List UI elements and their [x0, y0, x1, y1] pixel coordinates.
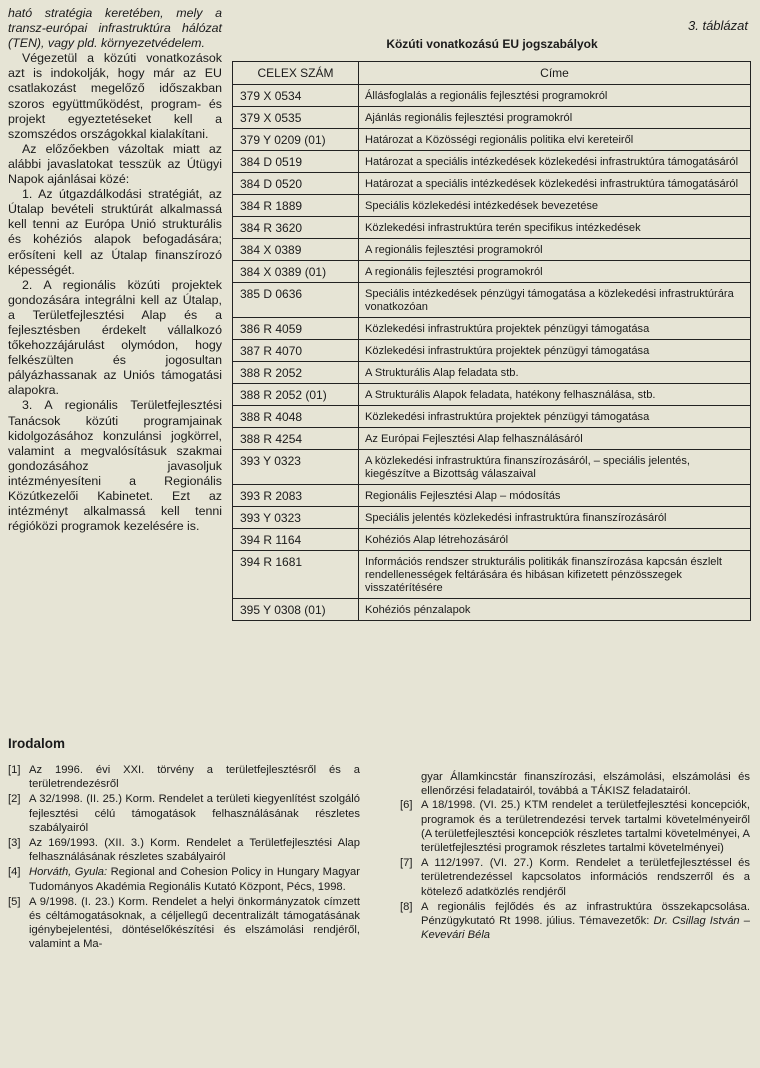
table-row [233, 507, 751, 529]
reference-item [400, 900, 750, 943]
reference-rest: A regionális fejlődés és az infrastruktúra összekapcsolása. Pénzügykutató Rt 1998. július. Témavezetők: [421, 900, 750, 928]
regulation-title-cell: Közlekedési infrastruktúra projektek pénzügyi támogatása [359, 318, 751, 340]
table-row [233, 129, 751, 151]
celex-number-cell: 385 D 0636 [233, 283, 359, 318]
celex-number-cell: 379 X 0534 [233, 85, 359, 107]
reference-author: Horváth, Gyula: [29, 866, 108, 879]
regulation-title-cell: Az Európai Fejlesztési Alap felhasználásáról [359, 428, 751, 450]
reference-number: [8] [400, 900, 413, 913]
celex-number-cell: 384 X 0389 (01) [233, 261, 359, 283]
table-row [233, 362, 751, 384]
regulation-title-cell: Regionális Fejlesztési Alap – módosítás [359, 485, 751, 507]
column-header-celex: CELEX SZÁM [233, 62, 359, 85]
regulation-title-cell: Állásfoglalás a regionális fejlesztési programokról [359, 85, 751, 107]
celex-number-cell: 387 R 4070 [233, 340, 359, 362]
table-row [233, 217, 751, 239]
paragraph-3: 1. Az útgazdálkodási stratégiát, az Útalap bevételi struktúrát alkalmassá kell tenni az Európa Unió strukturális és kohéziós alapok befogadására; erősíteni kell az Útalap finanszírozó képességét. [8, 187, 222, 277]
celex-number-cell: 384 R 3620 [233, 217, 359, 239]
paragraph-2: Az előzőekben vázoltak miatt az alábbi javaslatokat tesszük az Útügyi Napok ajánlásai közé: [8, 141, 222, 187]
regulation-title-cell: Közlekedési infrastruktúra terén specifikus intézkedések [359, 217, 751, 239]
reference-number: [6] [400, 799, 413, 812]
reference-item [8, 895, 360, 952]
references-heading: Irodalom [8, 736, 66, 751]
celex-number-cell: 394 R 1681 [233, 551, 359, 599]
table-row [233, 529, 751, 551]
table-row [233, 239, 751, 261]
regulation-title-cell: Speciális közlekedési intézkedések bevezetése [359, 195, 751, 217]
table-title: Közúti vonatkozású EU jogszabályok [386, 37, 598, 51]
regulation-title-cell: A közlekedési infrastruktúra finanszírozásáról, – speciális jelentés, kiegészítve a Bizottság válaszaival [359, 450, 751, 485]
reference-text: A 112/1997. (VI. 27.) Korm. Rendelet a területfejlesztéssel és területrendezéssel kapcsolatos információs rendszerről és a kötelező adatközlés rendjéről [421, 857, 750, 898]
table-row [233, 599, 751, 621]
celex-number-cell: 395 Y 0308 (01) [233, 599, 359, 621]
regulation-title-cell: Közlekedési infrastruktúra projektek pénzügyi támogatása [359, 340, 751, 362]
reference-item [8, 763, 360, 791]
table-row [233, 340, 751, 362]
celex-number-cell: 388 R 4254 [233, 428, 359, 450]
reference-continuation: gyar Államkincstár finanszírozási, elszámolási, elszámolási és ellenőrzési feladatairól, továbbá a TÁKISZ feladatairól. [421, 771, 750, 798]
reference-text: Az 169/1993. (XII. 3.) Korm. Rendelet a Területfejlesztési Alap felhasználásának részletes szabályairól [29, 837, 360, 864]
reference-text: A 18/1998. (VI. 25.) KTM rendelet a területfejlesztési koncepciók, programok és a területrendezési tervek tartalmi követelményeiről (A területfejlesztési koncepciók részletes tartalmi követelményei, A területfejlesztési programok részletes tartalmi követelményei) [421, 799, 750, 855]
reference-text: A 9/1998. (I. 23.) Korm. Rendelet a helyi önkormányzatok címzett és céltámogatásoknak, a céljellegű decentralizált támogatásának igénybejelentési, döntéselőkészítési és elszámolási rendjéről, valamint a Ma- [29, 895, 360, 951]
regulation-title-cell: Határozat a speciális intézkedések közlekedési infrastruktúra támogatásáról [359, 151, 751, 173]
regulation-title-cell: Speciális jelentés közlekedési infrastruktúra finanszírozásáról [359, 507, 751, 529]
reference-text: A 32/1998. (II. 25.) Korm. Rendelet a területi kiegyenlítést szolgáló fejlesztési célú támogatások felhasználásának részletes szabályairól [29, 793, 360, 834]
paragraph-1: Végezetül a közúti vonatkozások azt is indokolják, hogy már az EU csatlakozást megelőző időszakban szoros együttműködést, program- és projekt egyeztetéseket kell a szomszédos országokkal kialakítani. [8, 51, 222, 141]
celex-number-cell: 379 X 0535 [233, 107, 359, 129]
celex-number-cell: 393 R 2083 [233, 485, 359, 507]
regulation-title-cell: Közlekedési infrastruktúra projektek pénzügyi támogatása [359, 406, 751, 428]
regulation-title-cell: A regionális fejlesztési programokról [359, 239, 751, 261]
table-row [233, 406, 751, 428]
table-row [233, 261, 751, 283]
celex-number-cell: 394 R 1164 [233, 529, 359, 551]
table-row [233, 283, 751, 318]
regulation-title-cell: Ajánlás regionális fejlesztési programokról [359, 107, 751, 129]
table-row [233, 151, 751, 173]
table-row [233, 195, 751, 217]
regulation-title-cell: Speciális intézkedések pénzügyi támogatása a közlekedési infrastruktúrára vonatkozóan [359, 283, 751, 318]
paragraph-5: 3. A regionális Területfejlesztési Tanácsok közúti programjainak kidolgozásához konzulánsi jogkörrel, valamint a megvalósításuk szakmai gondozásához javasoljuk intézményesíteni a Regionális Közútkezelői Kabinetet. Ezt az intézményt alkalmassá kell tenni régióközi programok kezelésére is. [8, 398, 222, 534]
celex-number-cell: 384 D 0520 [233, 173, 359, 195]
celex-number-cell: 384 X 0389 [233, 239, 359, 261]
reference-number: [4] [8, 866, 21, 879]
references-list-left [8, 763, 360, 953]
reference-number: [5] [8, 895, 21, 908]
eu-regulations-table [232, 61, 751, 621]
left-text-column [8, 6, 222, 534]
regulation-title-cell: A Strukturális Alap feladata stb. [359, 362, 751, 384]
regulation-title-cell: Információs rendszer strukturális politikák finanszírozása kapcsán észlelt rendellenességek feltárására és hibásan kifizetett pénzösszegek visszatérítésére [359, 551, 751, 599]
celex-number-cell: 388 R 4048 [233, 406, 359, 428]
regulation-title-cell: Határozat a Közösségi regionális politika elvi kereteiről [359, 129, 751, 151]
reference-rest: Regional and Cohesion Policy in Hungary Magyar Tudományos Akadémia Regionális Kutató Központ, Pécs, 1998. [29, 866, 360, 893]
reference-number: [1] [8, 764, 21, 776]
regulation-title-cell: A regionális fejlesztési programokról [359, 261, 751, 283]
references-list-right [400, 770, 750, 943]
celex-number-cell: 384 R 1889 [233, 195, 359, 217]
celex-number-cell: 386 R 4059 [233, 318, 359, 340]
celex-number-cell: 393 Y 0323 [233, 450, 359, 485]
table-row [233, 85, 751, 107]
celex-number-cell: 388 R 2052 (01) [233, 384, 359, 406]
reference-number: [3] [8, 837, 21, 850]
column-header-title: Címe [359, 62, 751, 85]
regulation-title-cell: Kohéziós pénzalapok [359, 599, 751, 621]
intro-italic-text: ható stratégia keretében, mely a transz-európai infrastruktúra hálózat (TEN), vagy pld. környezetvédelem. [8, 6, 222, 51]
reference-item [8, 865, 360, 893]
reference-text: Az 1996. évi XXI. törvény a területfejlesztésről és a területrendezésről [29, 764, 360, 791]
reference-number: [2] [8, 793, 21, 806]
table-row [233, 428, 751, 450]
table-row [233, 173, 751, 195]
reference-item [400, 856, 750, 899]
table-header-row [233, 62, 751, 85]
table-row [233, 551, 751, 599]
reference-item [8, 836, 360, 864]
reference-number: [7] [400, 857, 413, 870]
table-row [233, 450, 751, 485]
reference-text [421, 900, 750, 943]
regulation-title-cell: Kohéziós Alap létrehozásáról [359, 529, 751, 551]
reference-authors: Dr. Csillag István – Kevevári Béla [421, 915, 750, 942]
table-row [233, 485, 751, 507]
reference-text [29, 865, 360, 893]
celex-number-cell: 393 Y 0323 [233, 507, 359, 529]
celex-number-cell: 379 Y 0209 (01) [233, 129, 359, 151]
regulation-title-cell: Határozat a speciális intézkedések közlekedési infrastruktúra támogatásáról [359, 173, 751, 195]
table-row [233, 107, 751, 129]
celex-number-cell: 388 R 2052 [233, 362, 359, 384]
table-row [233, 384, 751, 406]
reference-item [8, 792, 360, 835]
regulation-title-cell: A Strukturális Alapok feladata, hatékony felhasználása, stb. [359, 384, 751, 406]
reference-item [400, 798, 750, 855]
celex-number-cell: 384 D 0519 [233, 151, 359, 173]
table-number-label: 3. táblázat [688, 18, 748, 33]
paragraph-4: 2. A regionális közúti projektek gondozására integrálni kell az Útalap, a Területfejlesztési Alap és a fejlesztésben érdekelt vállalkozó tőkehozzájárulást olymódon, hogy felkészülten és jogosultan pályázhassanak az Uniós támogatási alapokra. [8, 277, 222, 398]
table-row [233, 318, 751, 340]
